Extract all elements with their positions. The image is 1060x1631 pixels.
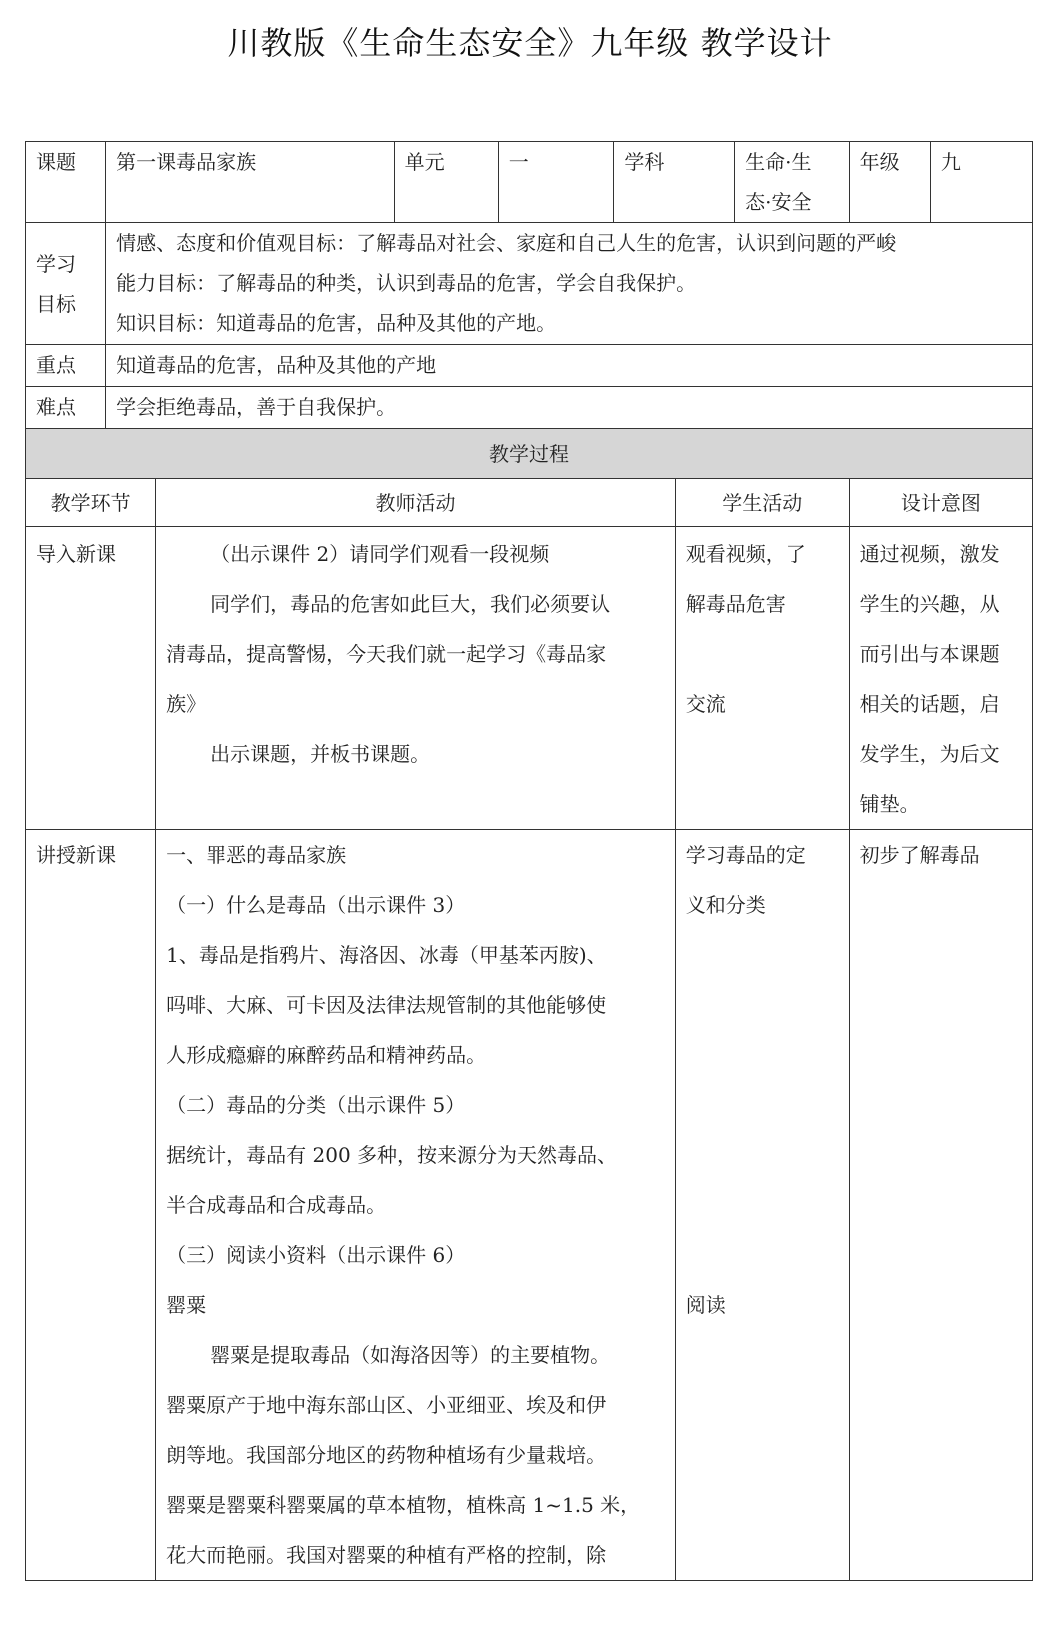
document-title: 川教版《生命生态安全》九年级 教学设计	[227, 24, 833, 62]
teacher-line: 族》	[166, 692, 207, 716]
column-header-intent: 设计意图	[849, 479, 1032, 527]
student-line: 学习毒品的定	[685, 843, 806, 867]
goal-line: 能力目标：了解毒品的种类，认识到毒品的危害，学会自我保护。	[116, 271, 697, 295]
goals-content	[106, 223, 1033, 345]
goals-label	[26, 223, 106, 345]
process-row-teaching	[26, 830, 1033, 1581]
difficulty-value: 学会拒绝毒品，善于自我保护。	[106, 387, 1033, 429]
key-point-label: 重点	[26, 345, 106, 387]
unit-value: 一	[498, 142, 614, 223]
student-activity-cell	[675, 527, 849, 830]
goal-line: 知识目标：知道毒品的危害，品种及其他的产地。	[116, 311, 557, 335]
teacher-line: 据统计，毒品有 200 多种，按来源分为天然毒品、	[166, 1143, 618, 1167]
teacher-line: 1、毒品是指鸦片、海洛因、冰毒（甲基苯丙胺)、	[166, 943, 607, 967]
key-point-value: 知道毒品的危害，品种及其他的产地	[106, 345, 1033, 387]
teacher-line: （出示课件 2）请同学们观看一段视频	[210, 542, 550, 566]
intent-line: 而引出与本课题	[859, 642, 1000, 666]
stage-cell: 导入新课	[26, 527, 156, 830]
stage-cell: 讲授新课	[26, 830, 156, 1581]
teacher-line: （一）什么是毒品（出示课件 3）	[166, 893, 466, 917]
teacher-line: 一、罪恶的毒品家族	[166, 843, 347, 867]
student-line: 观看视频，了	[685, 542, 806, 566]
teacher-line: 罂粟	[166, 1293, 207, 1317]
teacher-line: 罂粟是提取毒品（如海洛因等）的主要植物。	[210, 1343, 611, 1367]
intent-line: 发学生，为后文	[859, 742, 1000, 766]
teacher-line: 人形成瘾癖的麻醉药品和精神药品。	[166, 1043, 487, 1067]
teacher-line: 朗等地。我国部分地区的药物种植场有少量栽培。	[166, 1443, 607, 1467]
teacher-line: 罂粟是罂粟科罂粟属的草本植物，植株高 1~1.5 米，	[166, 1493, 641, 1517]
goals-label-line: 学习	[36, 251, 76, 276]
intent-line: 初步了解毒品	[859, 843, 980, 867]
design-intent-cell	[849, 527, 1032, 830]
goal-line: 情感、态度和价值观目标：了解毒品对社会、家庭和自己人生的危害，认识到问题的严峻	[116, 231, 897, 255]
teacher-line: 吗啡、大麻、可卡因及法律法规管制的其他能够使	[166, 993, 607, 1017]
subject-label: 学科	[614, 142, 735, 223]
difficulty-label: 难点	[26, 387, 106, 429]
goals-row	[26, 223, 1033, 345]
intent-line: 通过视频，激发	[859, 542, 1000, 566]
teacher-line: 花大而艳丽。我国对罂粟的种植有严格的控制，除	[166, 1543, 607, 1567]
teacher-line: 同学们，毒品的危害如此巨大，我们必须要认	[210, 592, 611, 616]
lesson-plan-table	[25, 141, 1033, 1581]
teacher-activity-cell	[156, 527, 676, 830]
intent-line: 相关的话题，启	[859, 692, 1000, 716]
process-heading-row	[26, 429, 1033, 479]
info-row	[26, 142, 1033, 223]
intent-line: 铺垫。	[859, 792, 920, 816]
teacher-line: 罂粟原产于地中海东部山区、小亚细亚、埃及和伊	[166, 1393, 607, 1417]
student-line: 解毒品危害	[685, 592, 786, 616]
subject-value-line: 态·安全	[745, 190, 812, 214]
teacher-activity-cell	[156, 830, 676, 1581]
teacher-line: （二）毒品的分类（出示课件 5）	[166, 1093, 466, 1117]
goals-label-line: 目标	[36, 291, 76, 316]
student-line: 交流	[685, 692, 726, 716]
teacher-line: （三）阅读小资料（出示课件 6）	[166, 1243, 466, 1267]
difficulty-row	[26, 387, 1033, 429]
student-line: 义和分类	[685, 893, 766, 917]
process-row-intro	[26, 527, 1033, 830]
process-heading: 教学过程	[26, 429, 1033, 479]
teacher-line: 清毒品，提高警惕，今天我们就一起学习《毒品家	[166, 642, 607, 666]
grade-label: 年级	[849, 142, 930, 223]
grade-value: 九	[930, 142, 1032, 223]
lesson-label: 课题	[26, 142, 106, 223]
intent-line: 学生的兴趣，从	[859, 592, 1000, 616]
column-header-teacher: 教师活动	[156, 479, 676, 527]
lesson-value: 第一课毒品家族	[106, 142, 394, 223]
column-header-stage: 教学环节	[26, 479, 156, 527]
column-header-student: 学生活动	[675, 479, 849, 527]
process-header-row	[26, 479, 1033, 527]
student-read-label: 阅读	[685, 1293, 726, 1317]
subject-value	[735, 142, 850, 223]
unit-label: 单元	[394, 142, 498, 223]
teacher-line: 出示课题，并板书课题。	[210, 742, 431, 766]
subject-value-line: 生命·生	[745, 150, 812, 174]
teacher-line: 半合成毒品和合成毒品。	[166, 1193, 387, 1217]
design-intent-cell	[849, 830, 1032, 1581]
student-activity-cell	[675, 830, 849, 1581]
student-line	[686, 629, 839, 679]
key-point-row	[26, 345, 1033, 387]
